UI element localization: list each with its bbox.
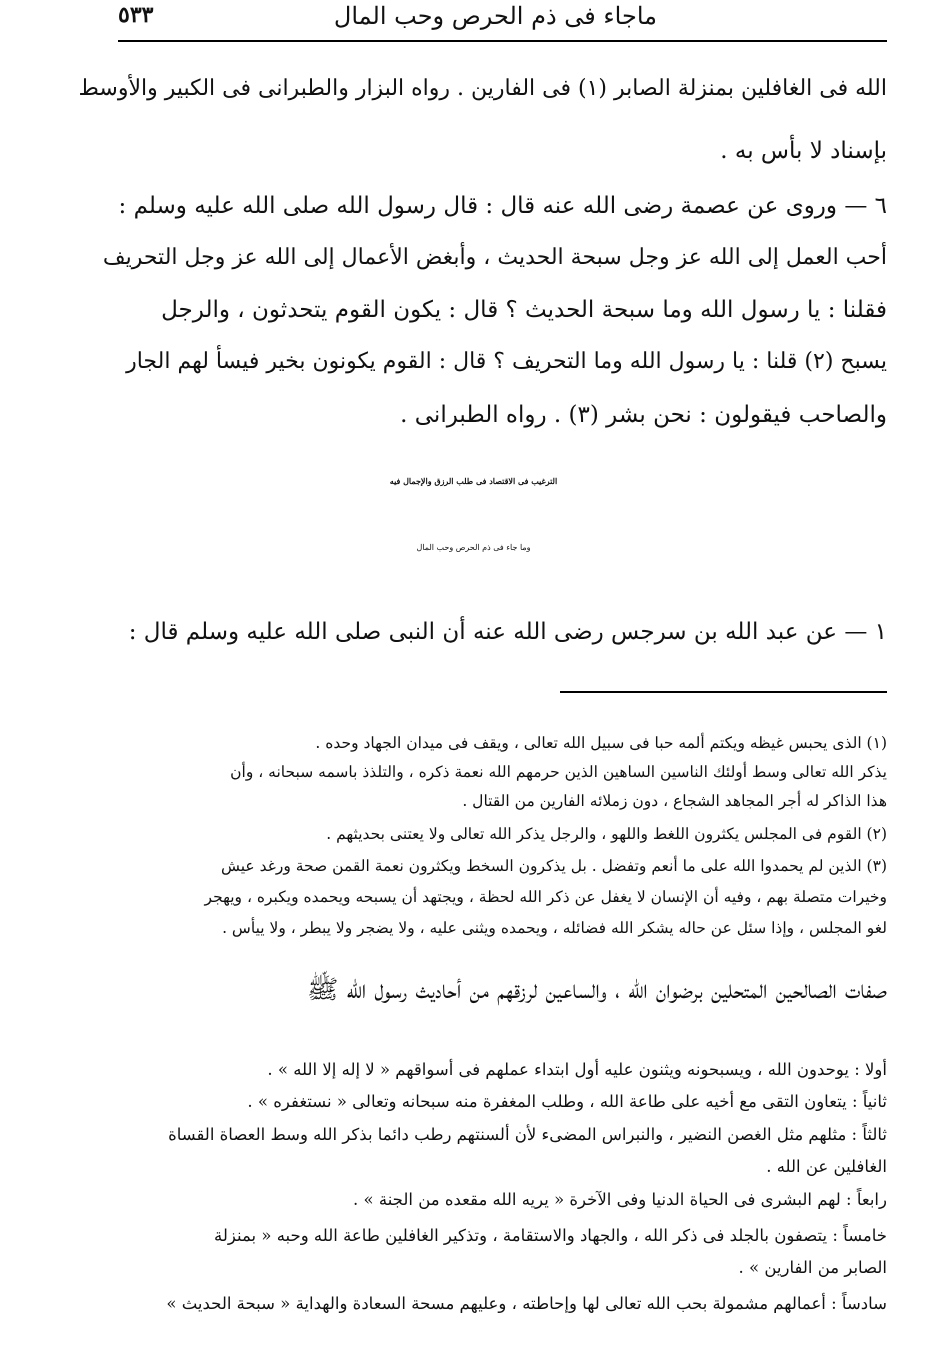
section-title: الترغيب فى الاقتصاد فى طلب الرزق والإجمال فيه xyxy=(389,476,558,486)
summary-item: خامساً : يتصفون بالجلد فى ذكر الله ، والجهاد والاستقامة ، وتذكير الغافلين طاعة الله وحبه « بمنزلة xyxy=(214,1226,887,1245)
footnote-line: يذكر الله تعالى وسط أولئك الناسين الساهين الذين حرمهم الله نعمة ذكره ، والتلذذ باسمه سبحانه ، وأن xyxy=(230,763,887,781)
body-line: والصاحب فيقولون : نحن بشر (٣) . رواه الطبرانى . xyxy=(400,402,887,428)
summary-item: رابعاً : لهم البشرى فى الحياة الدنيا وفى الآخرة « يريه الله مقعده من الجنة » . xyxy=(353,1190,887,1209)
hadith-1-intro: ١ — عن عبد الله بن سرجس رضى الله عنه أن النبى صلى الله عليه وسلم قال : xyxy=(128,619,887,645)
summary-item: أولا : يوحدون الله ، ويسبحونه ويثنون عليه أول ابتداء عملهم فى أسواقهم « لا إله إلا الله » . xyxy=(267,1060,887,1079)
body-line: يسبح (٢) قلنا : يا رسول الله وما التحريف ؟ قال : القوم يكونون بخير فيسأ لهم الجار xyxy=(126,349,887,374)
footnote-line: هذا الذاكر له أجر المجاهد الشجاع ، دون زملائه الفارين من القتال . xyxy=(462,792,887,810)
section-subtitle: وما جاء فى ذم الحرص وحب المال xyxy=(416,543,531,552)
summary-item: ثانياً : يتعاون التقى مع أخيه على طاعة الله ، وطلب المغفرة منه سبحانه وتعالى « نستغفره » . xyxy=(247,1092,887,1111)
footnote-rule xyxy=(560,691,887,693)
footnote-2: (٢) القوم فى المجلس يكثرون اللغط واللهو ، والرجل يذكر الله تعالى ولا يعتنى بحديثهم . xyxy=(326,825,887,843)
summary-item: ثالثاً : مثلهم مثل الغصن النضير ، والنبراس المضىء لأن ألسنتهم رطب دائما بذكر الله وسط العصاة القساة xyxy=(168,1125,887,1144)
body-line: الله فى الغافلين بمنزلة الصابر (١) فى الفارين . رواه البزار والطبرانى فى الكبير والأوسط xyxy=(78,76,887,101)
summary-heading: صفات الصالحين المتحلين برضوان الله ، والساعين لرزقهم من أحاديث رسول الله ﷺ xyxy=(307,975,887,1005)
running-title: ماجاء فى ذم الحرص وحب المال xyxy=(333,2,657,30)
footnote-line: وخيرات متصلة بهم ، وفيه أن الإنسان لا يغفل عن ذكر الله لحظة ، ويجتهد أن يسبحه ويحمده ويكبره ، ويهجر xyxy=(204,888,887,906)
body-line: أحب العمل إلى الله عز وجل سبحة الحديث ، وأبغض الأعمال إلى الله عز وجل التحريف xyxy=(102,245,887,270)
page-number: ٥٣٣ xyxy=(118,2,154,28)
running-header xyxy=(118,2,887,38)
header-rule xyxy=(118,40,887,42)
footnote-line: لغو المجلس ، وإذا سئل عن حاله يشكر الله فضائله ، ويحمده ويثنى عليه ، ولا يضجر ولا يبطر ، ولا ييأس . xyxy=(222,919,887,937)
summary-line: الغافلين عن الله . xyxy=(766,1157,887,1176)
hadith-6-intro: ٦ — وروى عن عصمة رضى الله عنه قال : قال رسول الله صلى الله عليه وسلم : xyxy=(118,193,887,219)
summary-line: الصابر من الفارين » . xyxy=(738,1258,887,1277)
footnote-1: (١) الذى يحبس غيظه ويكتم ألمه حبا فى سبيل الله تعالى ، ويقف فى ميدان الجهاد وحده . xyxy=(315,734,887,752)
body-line: بإسناد لا بأس به . xyxy=(720,138,887,164)
body-line: فقلنا : يا رسول الله وما سبحة الحديث ؟ قال : يكون القوم يتحدثون ، والرجل xyxy=(161,297,887,323)
summary-item: سادساً : أعمالهم مشمولة بحب الله تعالى لها وإحاطته ، وعليهم مسحة السعادة والهداية « سبحة الحديث » xyxy=(166,1294,887,1313)
footnote-3: (٣) الذين لم يحمدوا الله على ما أنعم وتفضل . بل يذكرون السخط ويكثرون نعمة القمن صحة ورغد عيش xyxy=(220,857,887,875)
